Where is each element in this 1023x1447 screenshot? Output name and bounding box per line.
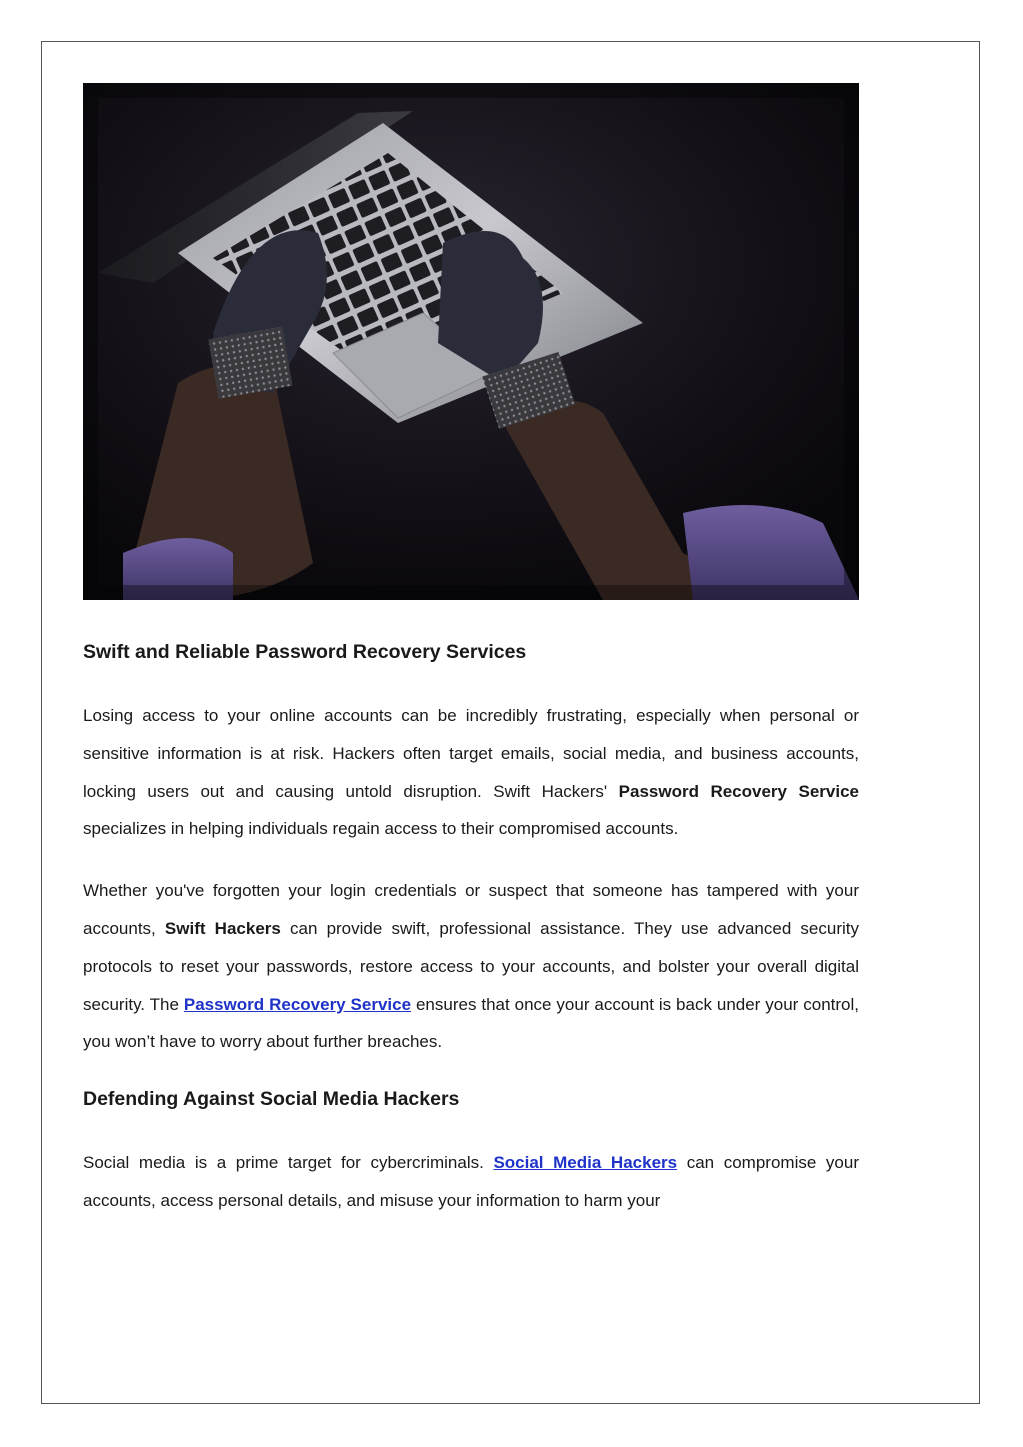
paragraph-text: Whether you've forgotten your login credentials or suspect that someone has tampered with your accounts, [83,881,859,938]
paragraph-text: Losing access to your online accounts can be incredibly frustrating, especially when personal or sensitive information is at risk. Hackers often target emails, social media, and business accounts, locking users out and causing untold disruption. Swift Hackers' [83,706,859,801]
section-heading-password-recovery: Swift and Reliable Password Recovery Services [83,641,527,663]
paragraph-text: can compromise your accounts, access personal details, and misuse your information to harm your [83,1153,859,1210]
bold-password-recovery-service: Password Recovery Service [618,781,859,801]
paragraph-whether-forgotten [83,872,859,1061]
paragraph-social-media [83,1144,859,1220]
section-heading-social-media: Defending Against Social Media Hackers [83,1088,460,1111]
link-password-recovery-service[interactable]: Password Recovery Service [183,994,412,1014]
paragraph-text: can provide swift, professional assistance. They use advanced security protocols to reset your passwords, restore access to your accounts, and bolster your overall digital security. The [83,918,859,1014]
laptop-gloved-hands-image [83,83,859,600]
paragraph-losing-access [83,697,859,848]
bold-swift-hackers: Swift Hackers [164,918,281,938]
paragraph-text: ensures that once your account is back under your control, you won’t have to worry about further breaches. [83,994,859,1052]
paragraph-text: specializes in helping individuals regain access to their compromised accounts. [83,819,679,839]
link-social-media-hackers[interactable]: Social Media Hackers [493,1153,678,1173]
article-content [83,636,859,1220]
paragraph-text: Social media is a prime target for cybercriminals. [83,1153,494,1173]
hero-image [83,83,859,600]
